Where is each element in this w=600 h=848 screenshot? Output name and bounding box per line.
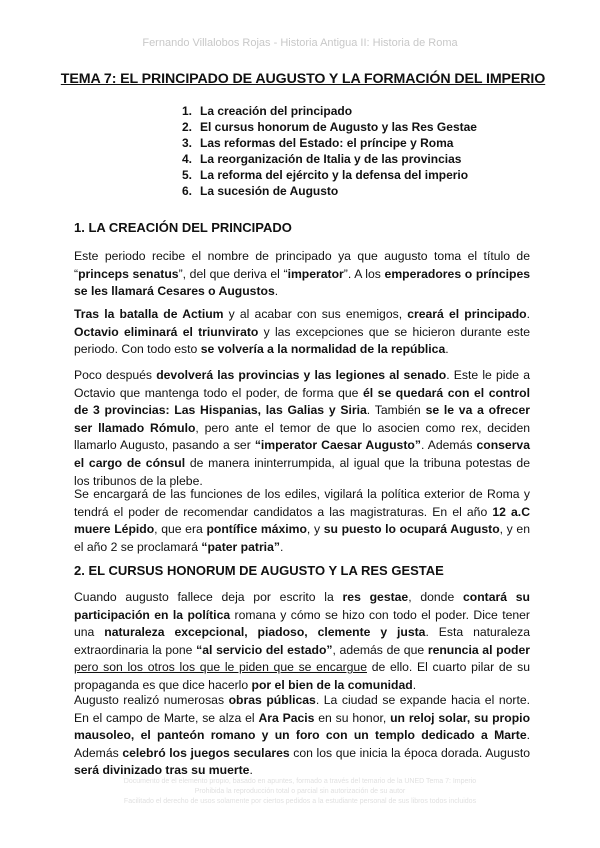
section-heading-2: 2. EL CURSUS HONORUM DE AUGUSTO Y LA RES GESTAE (74, 563, 444, 578)
toc-item: 4. La reorganización de Italia y de las provincias (182, 152, 462, 166)
paragraph-1-3: Poco después devolverá las provincias y las legiones al senado. Este le pide a Octavio que mantenga todo el poder, de forma que él se quedará con el control de 3 provincias: Las Hispanias, las Galias y Siria. También se le va a ofrecer ser llamado Rómulo, pero ante el temor de que lo asocien como rex, deciden llamarlo Augusto, pasando a ser “imperator Caesar Augusto”. Además conserva el cargo de cónsul de manera ininterrumpida, al igual que la tribuna potestas de los tribunos de la plebe. (74, 368, 530, 488)
toc-item: 1. La creación del principado (182, 104, 353, 118)
section-heading-1: 1. LA CREACIÓN DEL PRINCIPADO (74, 220, 292, 235)
table-of-contents (182, 103, 477, 199)
toc-item: 6. La sucesión de Augusto (182, 184, 339, 198)
toc-item: 5. La reforma del ejército y la defensa del imperio (182, 168, 469, 182)
page-header: Fernando Villalobos Rojas - Historia Antigua II: Historia de Roma (142, 37, 458, 49)
paragraph-2-2: Augusto realizó numerosas obras públicas. La ciudad se expande hacia el norte. En el campo de Marte, se alza el Ara Pacis en su honor, un reloj solar, su propio mausoleo, el panteón romano y un foro con un templo dedicado a Marte. Además celebró los juegos seculares con los que inicia la época dorada. Augusto será divinizado tras su muerte. (74, 693, 531, 778)
toc-item: 2. El cursus honorum de Augusto y las Res Gestae (182, 120, 477, 134)
page-title: TEMA 7: EL PRINCIPADO DE AUGUSTO Y LA FORMACIÓN DEL IMPERIO (60, 71, 546, 87)
paragraph-2-1: Cuando augusto fallece deja por escrito la res gestae, donde contará su participación en la política romana y cómo se hizo con todo el poder. Dice tener una naturaleza excepcional, piadoso, clemente y justa. Esta naturaleza extraordinaria la pone “al servicio del estado”, además de que renuncia al poder pero son los otros los que le piden que se encargue de ello. El cuarto pilar de su propaganda es que dice hacerlo por el bien de la comunidad. (74, 590, 530, 692)
toc-item: 3. Las reformas del Estado: el príncipe y Roma (182, 136, 454, 150)
paragraph-1-2: Tras la batalla de Actium y al acabar con sus enemigos, creará el principado. Octavio eliminará el triunvirato y las excepciones que se hicieron durante este periodo. Con todo esto se volvería a la normalidad de la república. (74, 307, 530, 357)
paragraph-1-4: Se encargará de las funciones de los ediles, vigilará la política exterior de Roma y tendrá el poder de recomendar candidatos a las magistraturas. En el año 12 a.C muere Lépido, que era pontífice máximo, y su puesto lo ocupará Augusto, y en el año 2 se proclamará “pater patria”. (74, 487, 530, 554)
paragraph-1-1: Este periodo recibe el nombre de principado ya que augusto toma el título de “princeps senatus”, del que deriva el “imperator”. A los emperadores o príncipes se les llamará Cesares o Augustos. (74, 249, 531, 299)
footer-watermark: Documento de el elemento propio, basado en apuntes, formado a través del temario de la UNED Tema 7: Imperio Prohibida la reproducción total o parcial sin autorización de su autor Facilitado el derecho de usos solamente por ciertos pedidos a la estudiante personal de sus libros todos incluidos (123, 778, 477, 805)
